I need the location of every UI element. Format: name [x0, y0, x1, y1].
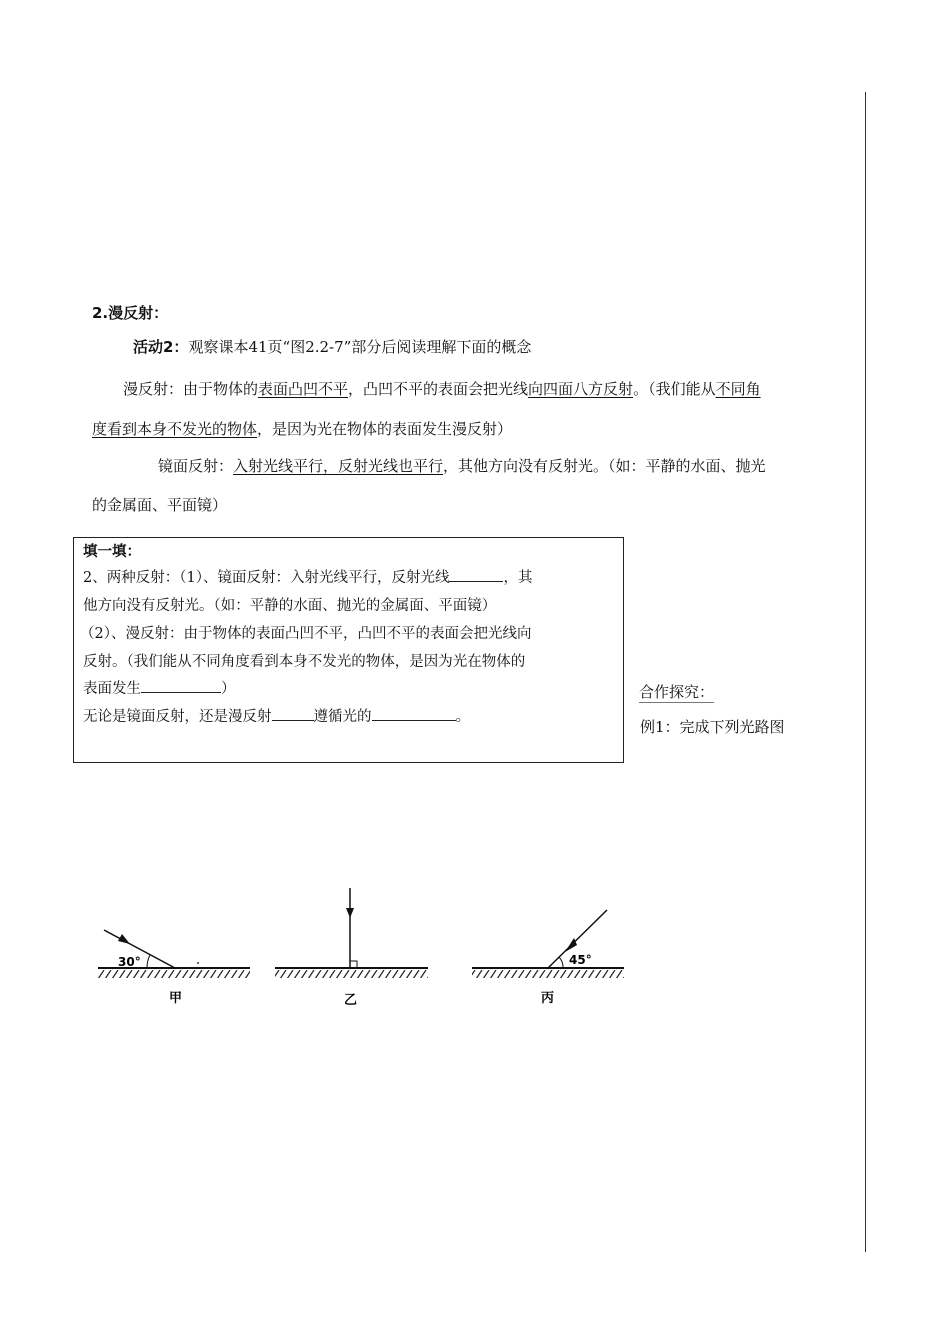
diagram-label-yi: 乙	[344, 993, 358, 1008]
angle-label-bing: 45°	[569, 953, 592, 967]
diagram-label-jia: 甲	[169, 991, 183, 1006]
ray-arrow-icon	[118, 934, 130, 944]
specular-paragraph-line1	[158, 455, 766, 476]
diffuse-key-angle: 不同角	[715, 380, 761, 398]
section-heading: 2.漫反射：	[92, 304, 169, 322]
diffuse-text: ，凸凹不平的表面会把光线	[348, 380, 529, 398]
fill-box-line5	[83, 677, 236, 698]
fill-box-line6	[83, 705, 470, 726]
diffuse-paragraph-line1	[123, 378, 761, 399]
example-1: 例1：完成下列光路图	[640, 718, 785, 736]
diagram-bing	[472, 910, 624, 978]
fill-text: 2、两种反射：（1）、镜面反射：入射光线平行，反射光线	[83, 570, 450, 586]
diffuse-text: 。（我们能从	[633, 380, 716, 398]
diffuse-paragraph-line2	[92, 418, 512, 439]
activity-label: 活动2：	[133, 338, 189, 356]
fill-text: 遵循光的	[313, 709, 372, 725]
diagram-yi	[275, 888, 428, 978]
specular-key-parallel: 入射光线平行，反射光线也平行	[233, 457, 444, 475]
fill-text: ）	[221, 681, 236, 697]
diffuse-text: 漫反射：由于物体的	[123, 380, 259, 398]
fill-text: 无论是镜面反射，还是漫反射	[83, 709, 272, 725]
blank-all[interactable]	[272, 706, 314, 721]
fill-box-line3: （2）、漫反射：由于物体的表面凸凹不平，凸凹不平的表面会把光线向	[80, 626, 532, 642]
fill-box-title: 填一填：	[83, 544, 141, 560]
angle-label-jia: 30°	[118, 955, 141, 969]
light-path-diagrams	[0, 870, 700, 1020]
fill-box-line2: 他方向没有反射光。（如：平静的水面、抛光的金属面、平面镜）	[83, 598, 497, 614]
blank-law[interactable]	[372, 706, 456, 721]
right-angle-mark	[350, 961, 357, 968]
fill-text: ，其	[503, 570, 533, 586]
cooperation-title: 合作探究：	[639, 683, 715, 701]
diagram-jia	[98, 930, 250, 978]
specular-paragraph-line2: 的金属面、平面镜）	[92, 496, 228, 514]
activity-text: 观察课本41页“图2.2-7”部分后阅读理解下面的概念	[188, 338, 532, 356]
fill-text: 。	[455, 709, 470, 725]
diagram-label-bing: 丙	[541, 991, 555, 1006]
fill-box-line1	[83, 566, 532, 587]
activity-line	[133, 336, 531, 357]
fill-in-box	[73, 537, 624, 763]
mirror-hatching	[98, 969, 250, 978]
ray-arrow-icon	[346, 908, 354, 918]
diffuse-key-nonluminous: 度看到本身不发光的物体	[92, 420, 258, 438]
specular-text: ，其他方向没有反射光。（如：平静的水面、抛光	[443, 457, 766, 475]
mirror-hatching	[275, 969, 428, 978]
specular-text: 镜面反射：	[158, 457, 234, 475]
fill-text: 表面发生	[83, 681, 141, 697]
ray-arrow-icon	[565, 938, 577, 952]
page-margin-rule	[865, 92, 866, 1252]
blank-diffuse[interactable]	[141, 678, 221, 693]
angle-arc	[559, 957, 563, 968]
angle-arc	[147, 955, 150, 968]
blank-reflected-light[interactable]	[449, 567, 503, 582]
diffuse-key-uneven: 表面凸凹不平	[258, 380, 349, 398]
diffuse-key-all-directions: 向四面八方反射	[528, 380, 634, 398]
speck	[197, 962, 199, 964]
diffuse-text: ，是因为光在物体的表面发生漫反射）	[257, 420, 513, 438]
mirror-hatching	[472, 969, 624, 978]
fill-box-line4: 反射。（我们能从不同角度看到本身不发光的物体，是因为光在物体的	[83, 654, 526, 670]
